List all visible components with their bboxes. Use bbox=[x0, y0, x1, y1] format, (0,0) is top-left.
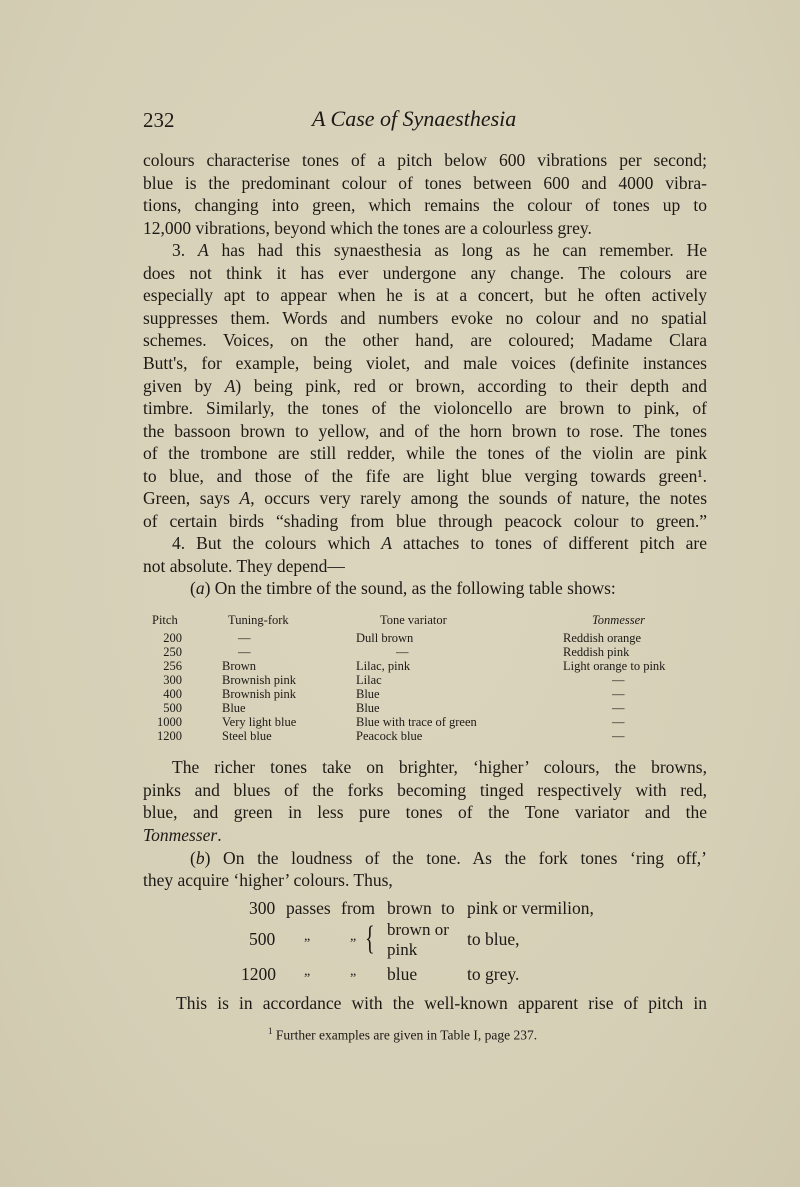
text-line bbox=[143, 510, 707, 532]
ditto-mark: „ bbox=[304, 929, 311, 944]
text-segment: does not think it has ever undergone any change. The colours are bbox=[143, 262, 707, 283]
table-cell: Peacock blue bbox=[356, 729, 423, 743]
table-cell: Lilac bbox=[356, 673, 382, 687]
text-line bbox=[143, 801, 707, 823]
text-line bbox=[143, 329, 707, 351]
text-line bbox=[143, 397, 707, 419]
italic-text: A bbox=[224, 375, 236, 396]
text-segment: not absolute. They depend— bbox=[143, 555, 345, 576]
colour-b: pink bbox=[387, 940, 418, 959]
text-segment: the bassoon brown to yellow, and of the horn brown to rose. The tones bbox=[143, 420, 707, 441]
text-line bbox=[190, 847, 707, 869]
text-line bbox=[143, 262, 707, 284]
text-line bbox=[143, 352, 707, 374]
text-segment: pinks and blues of the forks becoming tinged respectively with red, bbox=[143, 779, 707, 800]
table-cell: — bbox=[612, 673, 625, 687]
text-segment: 3. bbox=[172, 240, 198, 261]
text-line bbox=[143, 487, 707, 509]
pitch-cell: 200 bbox=[163, 631, 182, 645]
text-line bbox=[190, 577, 707, 599]
table-cell: Blue bbox=[356, 701, 380, 715]
pitch-cell: 400 bbox=[163, 687, 182, 701]
text-segment: Butt's, for example, being violet, and male voices (definite instances bbox=[143, 352, 707, 373]
italic-text: a bbox=[195, 578, 205, 599]
footnote bbox=[268, 1026, 537, 1044]
text-line bbox=[143, 442, 707, 464]
text-line bbox=[143, 375, 707, 397]
target: pink or vermilion, bbox=[467, 898, 594, 918]
table-cell: — bbox=[612, 729, 625, 743]
text-line bbox=[143, 307, 707, 329]
colour: brown bbox=[387, 898, 432, 918]
pitch: 500 bbox=[249, 929, 276, 949]
table-cell: — bbox=[238, 645, 251, 659]
table-cell: Reddish orange bbox=[563, 631, 642, 645]
text-segment: attaches to tones of different pitch are bbox=[391, 533, 707, 554]
text-segment: tions, changing into green, which remains the colour of tones up to bbox=[143, 195, 707, 216]
column-header: Tonmesser bbox=[592, 613, 646, 627]
text-segment: given by bbox=[143, 375, 225, 396]
text-line bbox=[143, 149, 707, 171]
text-segment: to blue, and those of the fife are light blue verging towards green¹. bbox=[143, 465, 707, 486]
colour-a: brown or bbox=[387, 920, 449, 939]
footnote-text: Further examples are given in Table I, page 237. bbox=[275, 1027, 538, 1043]
ditto-mark: „ bbox=[350, 929, 357, 944]
text-segment: schemes. Voices, on the other hand, are coloured; Madame Clara bbox=[143, 330, 707, 351]
text-segment: ) On the loudness of the tone. As the fork tones ‘ring off,’ bbox=[204, 847, 707, 868]
text-segment: 4. But the colours which bbox=[172, 533, 382, 554]
text-line bbox=[172, 756, 707, 778]
table-cell: Dull brown bbox=[356, 631, 414, 645]
table-cell: Brownish pink bbox=[222, 673, 296, 687]
table-cell: — bbox=[396, 645, 409, 659]
pitch-cell: 250 bbox=[163, 645, 182, 659]
text-segment: especially apt to appear when he is at a concert, but he often actively bbox=[143, 285, 707, 306]
text-segment: timbre. Similarly, the tones of the violoncello are brown to pink, of bbox=[143, 398, 707, 419]
text-segment: of certain birds “shading from blue through peacock colour to green.” bbox=[143, 510, 707, 531]
text-line bbox=[143, 779, 707, 801]
ditto-mark: „ bbox=[350, 964, 357, 979]
brace-icon: { bbox=[365, 920, 375, 957]
text-segment: of the trombone are still redder, while the tones of the violin are pink bbox=[143, 443, 707, 464]
ditto-mark: „ bbox=[304, 964, 311, 979]
table-cell: — bbox=[612, 701, 625, 715]
italic-text: A bbox=[381, 533, 392, 554]
italic-text: A bbox=[239, 488, 251, 509]
footnote-mark: 1 bbox=[268, 1026, 273, 1036]
pitch-cell: 1200 bbox=[157, 729, 182, 743]
colour: blue bbox=[387, 964, 418, 984]
table-cell: Blue bbox=[222, 701, 246, 715]
verb: passes bbox=[286, 898, 331, 918]
text-line bbox=[143, 420, 707, 442]
text-segment: 12,000 vibrations, beyond which the tones are a colourless grey. bbox=[143, 217, 592, 238]
text-line bbox=[172, 532, 707, 554]
target: to blue, bbox=[467, 929, 520, 949]
text-segment: The richer tones take on brighter, ‘higher’ colours, the browns, bbox=[172, 757, 707, 777]
text-line bbox=[172, 239, 707, 261]
column-header: Tuning-fork bbox=[228, 613, 289, 627]
text-line bbox=[143, 284, 707, 306]
table-cell: Steel blue bbox=[222, 729, 272, 743]
closing-line: This is in accordance with the well-known apparent rise of pitch in bbox=[176, 993, 707, 1013]
table-cell: Reddish pink bbox=[563, 645, 630, 659]
table-cell: — bbox=[612, 715, 625, 729]
text-segment: ) On the timbre of the sound, as the following table shows: bbox=[204, 578, 616, 599]
table-cell: Lilac, pink bbox=[356, 659, 411, 673]
table-cell: — bbox=[238, 631, 251, 645]
text-segment: . bbox=[217, 824, 222, 845]
text-line bbox=[143, 217, 707, 239]
italic-text: A bbox=[197, 240, 209, 261]
text-segment: suppresses them. Words and numbers evoke no colour and no spatial bbox=[143, 307, 707, 328]
column-header: Tone variator bbox=[380, 613, 447, 627]
text-segment: colours characterise tones of a pitch below 600 vibrations per second; bbox=[143, 150, 707, 170]
table-cell: Brownish pink bbox=[222, 687, 296, 701]
target: to grey. bbox=[467, 964, 520, 984]
pitch: 1200 bbox=[241, 964, 276, 984]
text-line bbox=[143, 172, 707, 194]
text-line bbox=[143, 194, 707, 216]
table-cell: Brown bbox=[222, 659, 257, 673]
pitch-cell: 500 bbox=[163, 701, 182, 715]
pitch-cell: 1000 bbox=[157, 715, 182, 729]
text-segment: Green, says bbox=[143, 488, 240, 509]
text-segment: they acquire ‘higher’ colours. Thus, bbox=[143, 870, 393, 891]
table-cell: Blue with trace of green bbox=[356, 715, 477, 729]
text-line bbox=[143, 465, 707, 487]
text-segment: ( bbox=[190, 847, 196, 868]
from: from bbox=[341, 898, 376, 918]
table-cell: Light orange to pink bbox=[563, 659, 666, 673]
italic-text: Tonmesser bbox=[143, 824, 218, 845]
text-line bbox=[143, 869, 707, 891]
text-line bbox=[143, 824, 707, 846]
table-cell: Blue bbox=[356, 687, 380, 701]
to: to bbox=[441, 898, 455, 918]
column-header: Pitch bbox=[152, 613, 178, 627]
table-cell: — bbox=[612, 687, 625, 701]
running-title: A Case of Synaesthesia bbox=[312, 106, 517, 131]
text-segment: ( bbox=[190, 578, 196, 599]
text-segment: has had this synaesthesia as long as he can remember. He bbox=[208, 240, 708, 261]
page-number: 232 bbox=[143, 108, 175, 132]
italic-text: b bbox=[195, 847, 205, 868]
text-segment: blue is the predominant colour of tones between 600 and 4000 vibra- bbox=[143, 172, 707, 193]
text-segment: ) being pink, red or brown, according to their depth and bbox=[235, 375, 707, 396]
pitch: 300 bbox=[249, 898, 276, 918]
text-segment: , occurs very rarely among the sounds of nature, the notes bbox=[250, 488, 707, 509]
pitch-cell: 300 bbox=[163, 673, 182, 687]
table-cell: Very light blue bbox=[222, 715, 297, 729]
text-line bbox=[143, 555, 707, 577]
pitch-cell: 256 bbox=[163, 659, 182, 673]
text-segment: blue, and green in less pure tones of the Tone variator and the bbox=[143, 802, 707, 823]
